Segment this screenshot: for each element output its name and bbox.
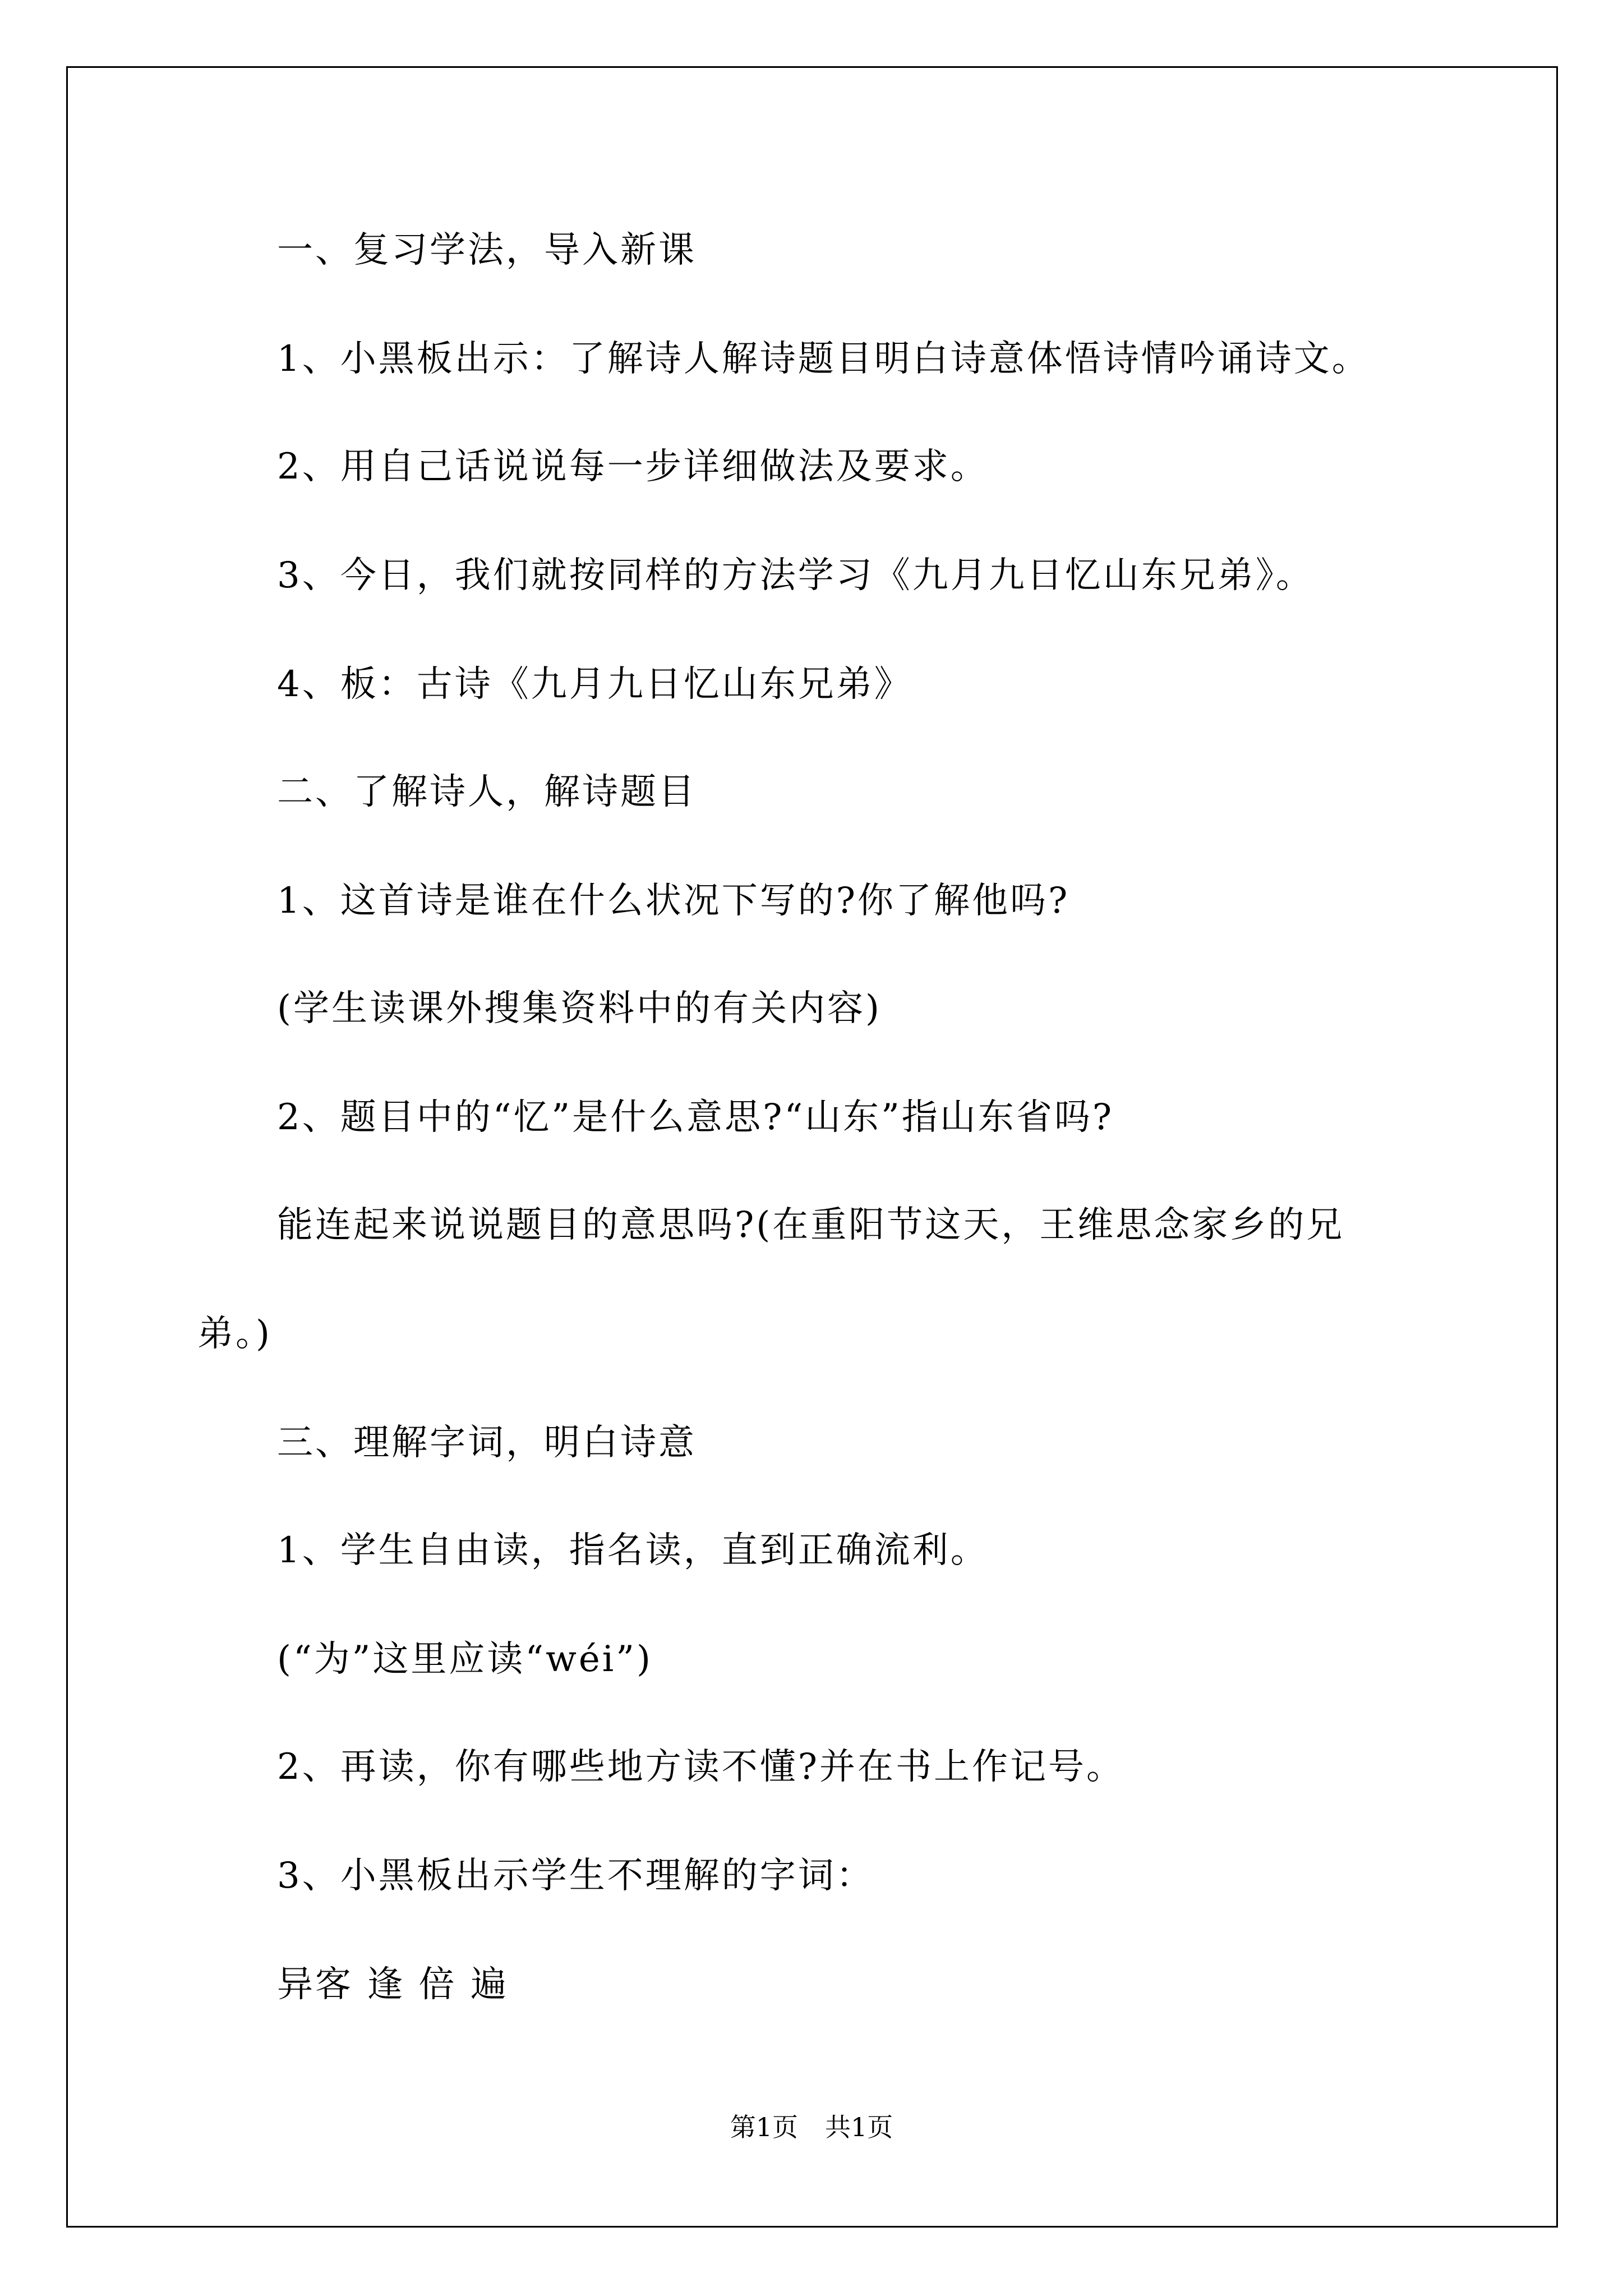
paragraph: 1、小黑板出示：了解诗人解诗题目明白诗意体悟诗情吟诵诗文。 bbox=[277, 338, 1370, 380]
paragraph: 4、板：古诗《九月九日忆山东兄弟》 bbox=[277, 664, 912, 705]
paragraph: (学生读课外搜集资料中的有关内容) bbox=[277, 988, 882, 1029]
page-footer bbox=[0, 2110, 1623, 2144]
paragraph: 1、学生自由读，指名读，直到正确流利。 bbox=[277, 1530, 989, 1571]
paragraph: 2、再读，你有哪些地方读不懂?并在书上作记号。 bbox=[277, 1746, 1125, 1788]
page-number-current: 第1页 bbox=[730, 2112, 798, 2142]
paragraph: (“为”这里应读“wéi”) bbox=[277, 1639, 653, 1680]
paragraph: 三、理解字词，明白诗意 bbox=[277, 1422, 697, 1464]
paragraph: 能连起来说说题目的意思吗?(在重阳节这天，王维思念家乡的兄 bbox=[277, 1204, 1345, 1246]
paragraph: 2、题目中的“忆”是什么意思?“山东”指山东省吗? bbox=[277, 1097, 1114, 1138]
paragraph: 3、今日，我们就按同样的方法学习《九月九日忆山东兄弟》。 bbox=[277, 555, 1314, 596]
paragraph: 2、用自己话说说每一步详细做法及要求。 bbox=[277, 446, 989, 487]
paragraph: 一、复习学法，导入新课 bbox=[277, 229, 697, 271]
paragraph: 异客 逢 倍 遍 bbox=[277, 1964, 509, 2005]
paragraph: 1、这首诗是谁在什么状况下写的?你了解他吗? bbox=[277, 880, 1070, 922]
paragraph: 二、了解诗人，解诗题目 bbox=[277, 771, 697, 813]
paragraph: 弟。) bbox=[197, 1313, 272, 1355]
paragraph: 3、小黑板出示学生不理解的字词： bbox=[277, 1855, 874, 1897]
page-number-total: 共1页 bbox=[825, 2112, 893, 2142]
